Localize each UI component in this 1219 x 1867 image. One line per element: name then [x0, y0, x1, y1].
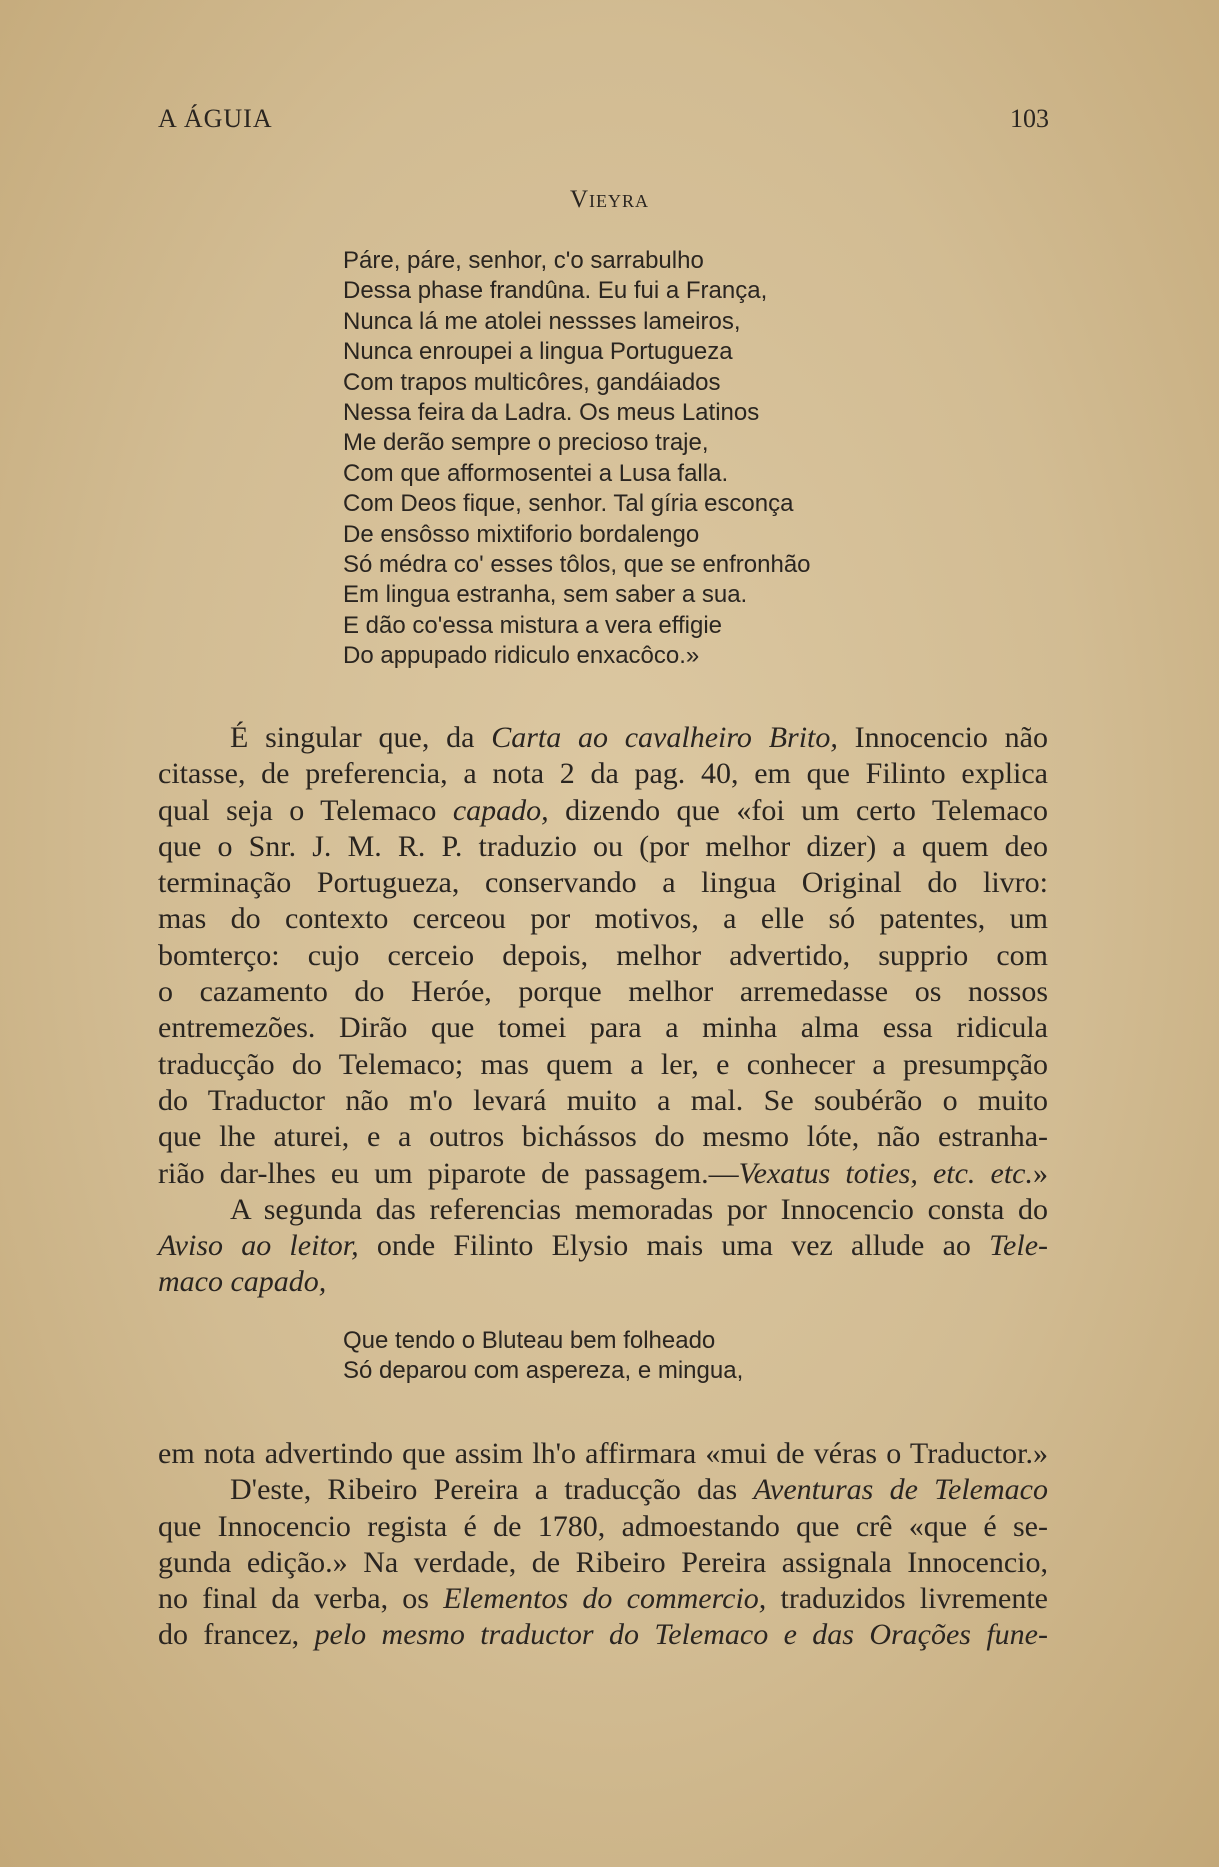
poem-block-1	[343, 246, 811, 672]
text-run: onde Filinto Elysio mais uma vez allude ao	[358, 1229, 990, 1263]
prose-line	[158, 793, 1048, 829]
prose-line	[158, 1264, 1048, 1300]
prose-line	[158, 1581, 1048, 1617]
poem-line: Nunca enroupei a lingua Portugueza	[343, 338, 733, 366]
poem-line: De ensôsso mixtiforio bordalengo	[343, 520, 700, 548]
italic-title: Aviso ao leitor,	[158, 1229, 359, 1263]
poem-line: Nessa feira da Ladra. Os meus Latinos	[343, 399, 760, 427]
prose-line: traducção do Telemaco; mas quem a ler, e conhecer a presumpção	[158, 1047, 1048, 1081]
italic-word: capado,	[452, 793, 549, 827]
prose-line: citasse, de preferencia, a nota 2 da pag. 40, em que Filinto explica	[158, 757, 1048, 791]
text-run: no final da verba, os	[158, 1582, 444, 1616]
prose-line: terminação Portugueza, conservando a lingua Original do livro:	[158, 866, 1048, 900]
prose-line: gunda edição.» Na verdade, de Ribeiro Pereira assignala Innocencio,	[158, 1545, 1048, 1579]
poem-heading: Vieyra	[569, 186, 650, 213]
prose-block-1	[158, 720, 1048, 1301]
prose-line: que Innocencio regista é de 1780, admoestando que crê «que é se-	[158, 1509, 1048, 1543]
text-run: Innocencio não	[837, 721, 1049, 754]
poem-line: Só deparou com aspereza, e mingua,	[343, 1357, 744, 1385]
prose-block-2	[158, 1436, 1048, 1654]
prose-line: do Traductor não m'o levará muito a mal. Se soubérão o muito	[158, 1083, 1048, 1117]
poem-line: E dão co'essa mistura a vera effigie	[343, 611, 723, 639]
text-run: D'este, Ribeiro Pereira a traducção das	[230, 1473, 754, 1507]
italic-title: Carta ao cavalheiro Brito,	[491, 721, 838, 754]
prose-line: o cazamento do Heróe, porque melhor arremedasse os nossos	[158, 975, 1048, 1009]
text-run: rião dar-lhes eu um piparote de passagem.—	[158, 1156, 739, 1190]
prose-line: A segunda das referencias memoradas por Innocencio consta do	[230, 1192, 1048, 1226]
prose-line: que o Snr. J. M. R. P. traduzio ou (por melhor dizer) a quem deo	[158, 829, 1048, 863]
poem-line: Me derão sempre o precioso traje,	[343, 429, 709, 457]
prose-line: bomterço: cujo cerceio depois, melhor advertido, supprio com	[158, 938, 1048, 972]
prose-line: entremezões. Dirão que tomei para a minha alma essa ridicula	[158, 1011, 1048, 1045]
text-run: »	[1032, 1156, 1048, 1190]
running-head	[158, 104, 1049, 140]
prose-line: que lhe aturei, e a outros bichássos do mesmo lóte, não estranha-	[158, 1120, 1048, 1154]
italic-quote: Vexatus toties, etc. etc.	[738, 1156, 1033, 1190]
poem-line: Só médra co' esses tôlos, que se enfronhão	[343, 551, 811, 579]
text-run: É singular que, da	[230, 721, 492, 754]
poem-line: Dessa phase frandûna. Eu fui a França,	[343, 277, 768, 305]
prose-line: em nota advertindo que assim lh'o affirmara «mui de véras o Traductor.»	[158, 1437, 1048, 1470]
poem-line: Nunca lá me atolei nessses lameiros,	[343, 307, 741, 335]
prose-line	[158, 1617, 1048, 1653]
poem-line: Que tendo o Bluteau bem folheado	[343, 1327, 716, 1354]
text-run: dizendo que «foi um certo Telemaco	[548, 793, 1048, 827]
poem-line: Com trapos multicôres, gandáiados	[343, 368, 721, 396]
text-run: traduzidos livremente	[766, 1582, 1049, 1616]
poem-block-2	[343, 1326, 743, 1387]
text-run: qual seja o Telemaco	[158, 793, 453, 827]
italic-title: Tele-	[989, 1229, 1048, 1263]
italic-title: maco capado,	[158, 1265, 327, 1299]
poem-line: Páre, páre, senhor, c'o sarrabulho	[343, 247, 704, 274]
italic-title: Aventuras de Telemaco	[753, 1473, 1048, 1507]
running-title: A ÁGUIA	[158, 104, 273, 133]
text-run: do francez,	[158, 1618, 315, 1652]
prose-line: mas do contexto cerceou por motivos, a elle só patentes, um	[158, 902, 1048, 936]
prose-line	[158, 720, 1048, 756]
poem-line: Com Deos fique, senhor. Tal gíria esconça	[343, 490, 794, 518]
italic-phrase: pelo mesmo traductor do Telemaco e das Orações fune-	[314, 1618, 1048, 1652]
prose-line	[158, 1472, 1048, 1508]
poem-line: Do appupado ridiculo enxacôco.»	[343, 642, 700, 670]
prose-line	[158, 1156, 1048, 1192]
page-number: 103	[1010, 104, 1049, 133]
prose-line	[158, 1228, 1048, 1264]
poem-line: Com que afformosentei a Lusa falla.	[343, 459, 729, 487]
poem-line: Em lingua estranha, sem saber a sua.	[343, 581, 748, 609]
italic-title: Elementos do commercio,	[443, 1582, 767, 1616]
